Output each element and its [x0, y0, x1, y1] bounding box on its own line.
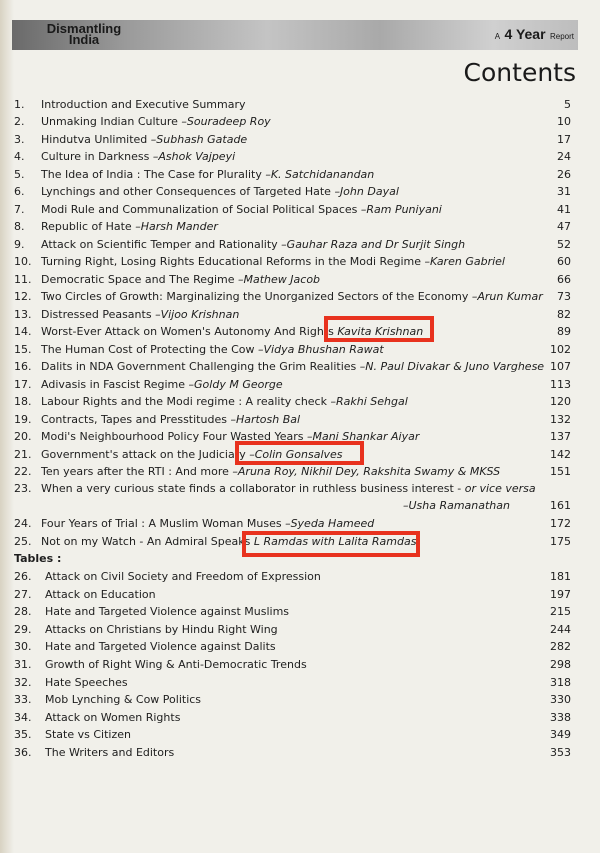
- entry-page: 113: [550, 378, 571, 391]
- table-entry: [0, 726, 600, 743]
- entry-page: 26: [557, 168, 571, 181]
- entry-page: 41: [557, 203, 571, 216]
- entry-number: 17.: [14, 378, 32, 391]
- entry-author: –John Dayal: [334, 185, 399, 198]
- table-entry: [0, 586, 600, 603]
- entry-number: 2.: [14, 115, 25, 128]
- toc-entry: [0, 376, 600, 393]
- table-number: 28.: [14, 605, 32, 619]
- entry-number: 22.: [14, 465, 32, 478]
- entry-title: Culture in Darkness: [41, 150, 153, 163]
- toc-entry: [0, 323, 600, 340]
- entry-number: 5.: [14, 168, 25, 181]
- entry-page: 73: [557, 290, 571, 303]
- entry-title: Attack on Scientific Temper and Rationality: [41, 238, 282, 251]
- entry-title: Two Circles of Growth: Marginalizing the Unorganized Sectors of the Economy: [41, 290, 472, 303]
- table-page: 349: [550, 728, 571, 742]
- entry-title: Labour Rights and the Modi regime : A reality check: [41, 395, 331, 408]
- entry-number: 9.: [14, 238, 25, 251]
- entry-title: Worst-Ever Attack on Women's Autonomy And Rights: [41, 325, 338, 338]
- entry-page: 132: [550, 413, 571, 426]
- entry-number: 20.: [14, 430, 32, 443]
- entry-author: –Souradeep Roy: [181, 115, 271, 128]
- entry-page: 66: [557, 273, 571, 286]
- entry-title-line: [41, 166, 374, 183]
- entry-author: –Arun Kumar: [471, 290, 543, 303]
- entry-author: L Ramdas with Lalita Ramdas: [253, 535, 417, 548]
- toc-entry: [0, 515, 600, 532]
- entry-number: 13.: [14, 308, 32, 321]
- entry-author: –Gauhar Raza and Dr Surjit Singh: [281, 238, 466, 251]
- entry-page: 60: [557, 255, 571, 268]
- entry-author: –Aruna Roy, Nikhil Dey, Rakshita Swamy & MKSS: [232, 465, 501, 478]
- entry-title: Four Years of Trial : A Muslim Woman Muses: [41, 517, 286, 530]
- entry-page: 120: [550, 395, 571, 408]
- table-title: Hate and Targeted Violence against Dalits: [45, 640, 276, 654]
- entry-author: –Karen Gabriel: [424, 255, 505, 268]
- entry-title: Hindutva Unlimited: [41, 133, 151, 146]
- entry-title-line: [41, 288, 543, 305]
- entry-page: 102: [550, 343, 571, 356]
- entry-page: 89: [557, 325, 571, 338]
- entry-title: Democratic Space and The Regime: [41, 273, 239, 286]
- table-number: 29.: [14, 622, 32, 636]
- report-prefix: A: [494, 32, 501, 41]
- entry-title: Republic of Hate: [41, 220, 136, 233]
- entry-title-line: [41, 306, 239, 323]
- entry-title-line: [41, 515, 374, 532]
- entry-number: 24.: [14, 517, 32, 530]
- entry-page: 5: [564, 98, 571, 111]
- entry-title: Ten years after the RTI : And more: [41, 465, 233, 478]
- table-number: 34.: [14, 710, 32, 724]
- entry-number: 16.: [14, 360, 32, 373]
- table-page: 197: [550, 587, 571, 601]
- table-entry: [0, 691, 600, 708]
- entry-title: When a very curious state finds a collaborator in ruthless business interest -: [41, 482, 465, 495]
- entry-title-line: [41, 236, 465, 253]
- entry-title-line: [41, 96, 246, 113]
- table-entry: [0, 744, 600, 761]
- entry-author: –Mani Shankar Aiyar: [306, 430, 420, 443]
- entry-title: The Idea of India : The Case for Plurality: [41, 168, 266, 181]
- entry-title-line: [41, 201, 442, 218]
- entry-title-line: [41, 183, 399, 200]
- entry-author: –Ram Puniyani: [360, 203, 442, 216]
- entry-title-line: [41, 376, 283, 393]
- table-page: 330: [550, 693, 571, 707]
- toc-entry: [0, 253, 600, 270]
- toc-entry: [0, 148, 600, 165]
- entry-title: Not on my Watch - An Admiral Speaks: [41, 535, 254, 548]
- entry-number: 15.: [14, 343, 32, 356]
- entry-title: Turning Right, Losing Rights Educational Reforms in the Modi Regime: [41, 255, 425, 268]
- entry-title-line: [41, 411, 300, 428]
- entry-page: 142: [550, 448, 571, 461]
- entry-author: –Mathew Jacob: [238, 273, 321, 286]
- entry-number: 3.: [14, 133, 25, 146]
- toc-entry: [0, 341, 600, 358]
- entry-number: 8.: [14, 220, 25, 233]
- entry-number: 11.: [14, 273, 32, 286]
- toc-entry: [0, 271, 600, 288]
- toc-entry: [0, 236, 600, 253]
- toc-entry: [0, 358, 600, 375]
- entry-title-line: [41, 148, 235, 165]
- table-number: 35.: [14, 728, 32, 742]
- table-number: 31.: [14, 658, 32, 671]
- logo-line-2: India: [68, 32, 100, 47]
- entry-number: 18.: [14, 395, 32, 408]
- entry-title: Lynchings and other Consequences of Targeted Hate: [41, 185, 335, 198]
- entry-number: 14.: [14, 325, 32, 338]
- toc-entry: [0, 218, 600, 235]
- table-entry: [0, 621, 600, 638]
- entry-page: 151: [550, 465, 571, 478]
- table-number: 36.: [14, 746, 32, 759]
- entry-author: –Goldy M George: [188, 378, 283, 391]
- entry-page: 47: [557, 220, 571, 233]
- report-main: 4 Year: [504, 26, 546, 42]
- page-title: Contents: [463, 58, 576, 87]
- report-header-band: [12, 20, 578, 50]
- toc-entry: [0, 411, 600, 428]
- entry-number: 23.: [14, 482, 32, 495]
- table-title: Hate Speeches: [45, 675, 128, 689]
- entry-author: –Rakhi Sehgal: [330, 395, 408, 408]
- entry-title-line: [41, 393, 408, 410]
- table-title: Mob Lynching & Cow Politics: [45, 693, 202, 707]
- toc-entry: [0, 166, 600, 183]
- entry-title: Contracts, Tapes and Presstitudes: [41, 413, 231, 426]
- entry-number: 12.: [14, 290, 32, 303]
- toc-entry: [0, 96, 600, 113]
- entry-page: 137: [550, 430, 571, 443]
- entry-title: Modi's Neighbourhood Policy Four Wasted Years: [41, 430, 307, 443]
- entry-title-line: [41, 463, 500, 480]
- entry-author: or vice versa: [464, 482, 536, 495]
- entry-page: 24: [557, 150, 571, 163]
- toc-entry: [0, 306, 600, 323]
- table-page: 338: [550, 710, 571, 724]
- toc-entry: [0, 183, 600, 200]
- table-number: 32.: [14, 675, 32, 689]
- entry-title: Dalits in NDA Government Challenging the Grim Realities: [41, 360, 360, 373]
- tables-heading: Tables :: [14, 552, 62, 565]
- entry-title-line: [41, 253, 505, 270]
- table-page: 181: [550, 570, 571, 583]
- table-entry: [0, 709, 600, 726]
- table-title: State vs Citizen: [45, 728, 131, 742]
- report-suffix: Report: [549, 32, 574, 41]
- entry-page: 31: [557, 185, 571, 198]
- entry-title: Distressed Peasants: [41, 308, 156, 321]
- entry-author: –Colin Gonsalves: [249, 448, 343, 461]
- toc-entry: [0, 201, 600, 218]
- entry-number: 1.: [14, 98, 25, 111]
- entry-page: 107: [550, 360, 571, 373]
- entry-title-line: [41, 358, 544, 375]
- highlight-box-lalita-ramdas: [242, 531, 420, 557]
- report-label: [495, 26, 574, 44]
- table-page: 353: [550, 746, 571, 759]
- entry-author: –Vidya Bhushan Rawat: [258, 343, 384, 356]
- entry-number: 6.: [14, 185, 25, 198]
- entry-23-author: –Usha Ramanathan: [402, 499, 510, 512]
- entry-author: –Harsh Mander: [135, 220, 218, 233]
- entry-title: Government's attack on the Judiciary: [41, 448, 250, 461]
- entry-author: –K. Satchidanandan: [265, 168, 375, 181]
- entry-number: 19.: [14, 413, 32, 426]
- toc-entry: [0, 393, 600, 410]
- table-entry: [0, 638, 600, 655]
- entry-author: –N. Paul Divakar & Juno Varghese: [359, 360, 545, 373]
- toc-entry: [0, 463, 600, 480]
- table-entry: [0, 568, 600, 585]
- entry-author: –Ashok Vajpeyi: [152, 150, 236, 163]
- table-page: 244: [550, 622, 571, 636]
- logo-line-1: Dismantling: [46, 21, 122, 36]
- toc-entry: [0, 131, 600, 148]
- entry-author: –Syeda Hameed: [285, 517, 375, 530]
- table-title: Attack on Civil Society and Freedom of Expression: [45, 570, 321, 583]
- entry-title: Introduction and Executive Summary: [41, 98, 246, 111]
- highlight-box-kavita-krishnan: [324, 316, 434, 342]
- table-number: 33.: [14, 693, 32, 707]
- entry-title: Unmaking Indian Culture: [41, 115, 182, 128]
- entry-number: 10.: [14, 255, 32, 268]
- entry-title-line: [41, 131, 247, 148]
- table-number: 26.: [14, 570, 32, 583]
- entry-author: –Subhash Gatade: [150, 133, 248, 146]
- entry-page: 52: [557, 238, 571, 251]
- entry-page: 10: [557, 115, 571, 128]
- entry-number: 4.: [14, 150, 25, 163]
- entry-number: 25.: [14, 535, 32, 548]
- entry-title-line: [41, 341, 384, 358]
- publication-logo: [34, 23, 134, 45]
- entry-number: 7.: [14, 203, 25, 216]
- entry-23-page: 161: [550, 499, 571, 512]
- table-number: 30.: [14, 640, 32, 654]
- entry-title-line: [41, 218, 218, 235]
- entry-title: Modi Rule and Communalization of Social Political Spaces: [41, 203, 361, 216]
- table-title: The Writers and Editors: [45, 746, 175, 759]
- table-number: 27.: [14, 587, 32, 601]
- entry-title: The Human Cost of Protecting the Cow: [41, 343, 259, 356]
- entry-title-line: [41, 113, 271, 130]
- entry-author: –Vijoo Krishnan: [155, 308, 240, 321]
- entry-title-line: [41, 271, 320, 288]
- table-title: Attacks on Christians by Hindu Right Wing: [45, 622, 278, 636]
- entry-page: 82: [557, 308, 571, 321]
- highlight-box-colin-gonsalves: [235, 441, 364, 465]
- entry-page: 175: [550, 535, 571, 548]
- entry-author: Kavita Krishnan: [337, 325, 424, 338]
- table-page: 282: [550, 640, 571, 654]
- table-entry: [0, 603, 600, 620]
- table-entry: [0, 656, 600, 673]
- toc-entry: [0, 113, 600, 130]
- entry-page: 172: [550, 517, 571, 530]
- entry-title: Adivasis in Fascist Regime: [41, 378, 189, 391]
- toc-entry: [0, 480, 600, 497]
- table-title: Attack on Education: [45, 587, 156, 601]
- table-entry: [0, 674, 600, 691]
- table-page: 318: [550, 675, 571, 689]
- table-title: Attack on Women Rights: [45, 710, 181, 724]
- table-title: Growth of Right Wing & Anti-Democratic Trends: [45, 658, 307, 671]
- entry-title-line: [41, 480, 536, 497]
- toc-entry: [0, 288, 600, 305]
- entry-author: –Hartosh Bal: [230, 413, 301, 426]
- table-page: 298: [550, 658, 571, 671]
- entry-number: 21.: [14, 448, 32, 461]
- table-page: 215: [550, 605, 571, 619]
- table-title: Hate and Targeted Violence against Muslims: [45, 605, 290, 619]
- entry-page: 17: [557, 133, 571, 146]
